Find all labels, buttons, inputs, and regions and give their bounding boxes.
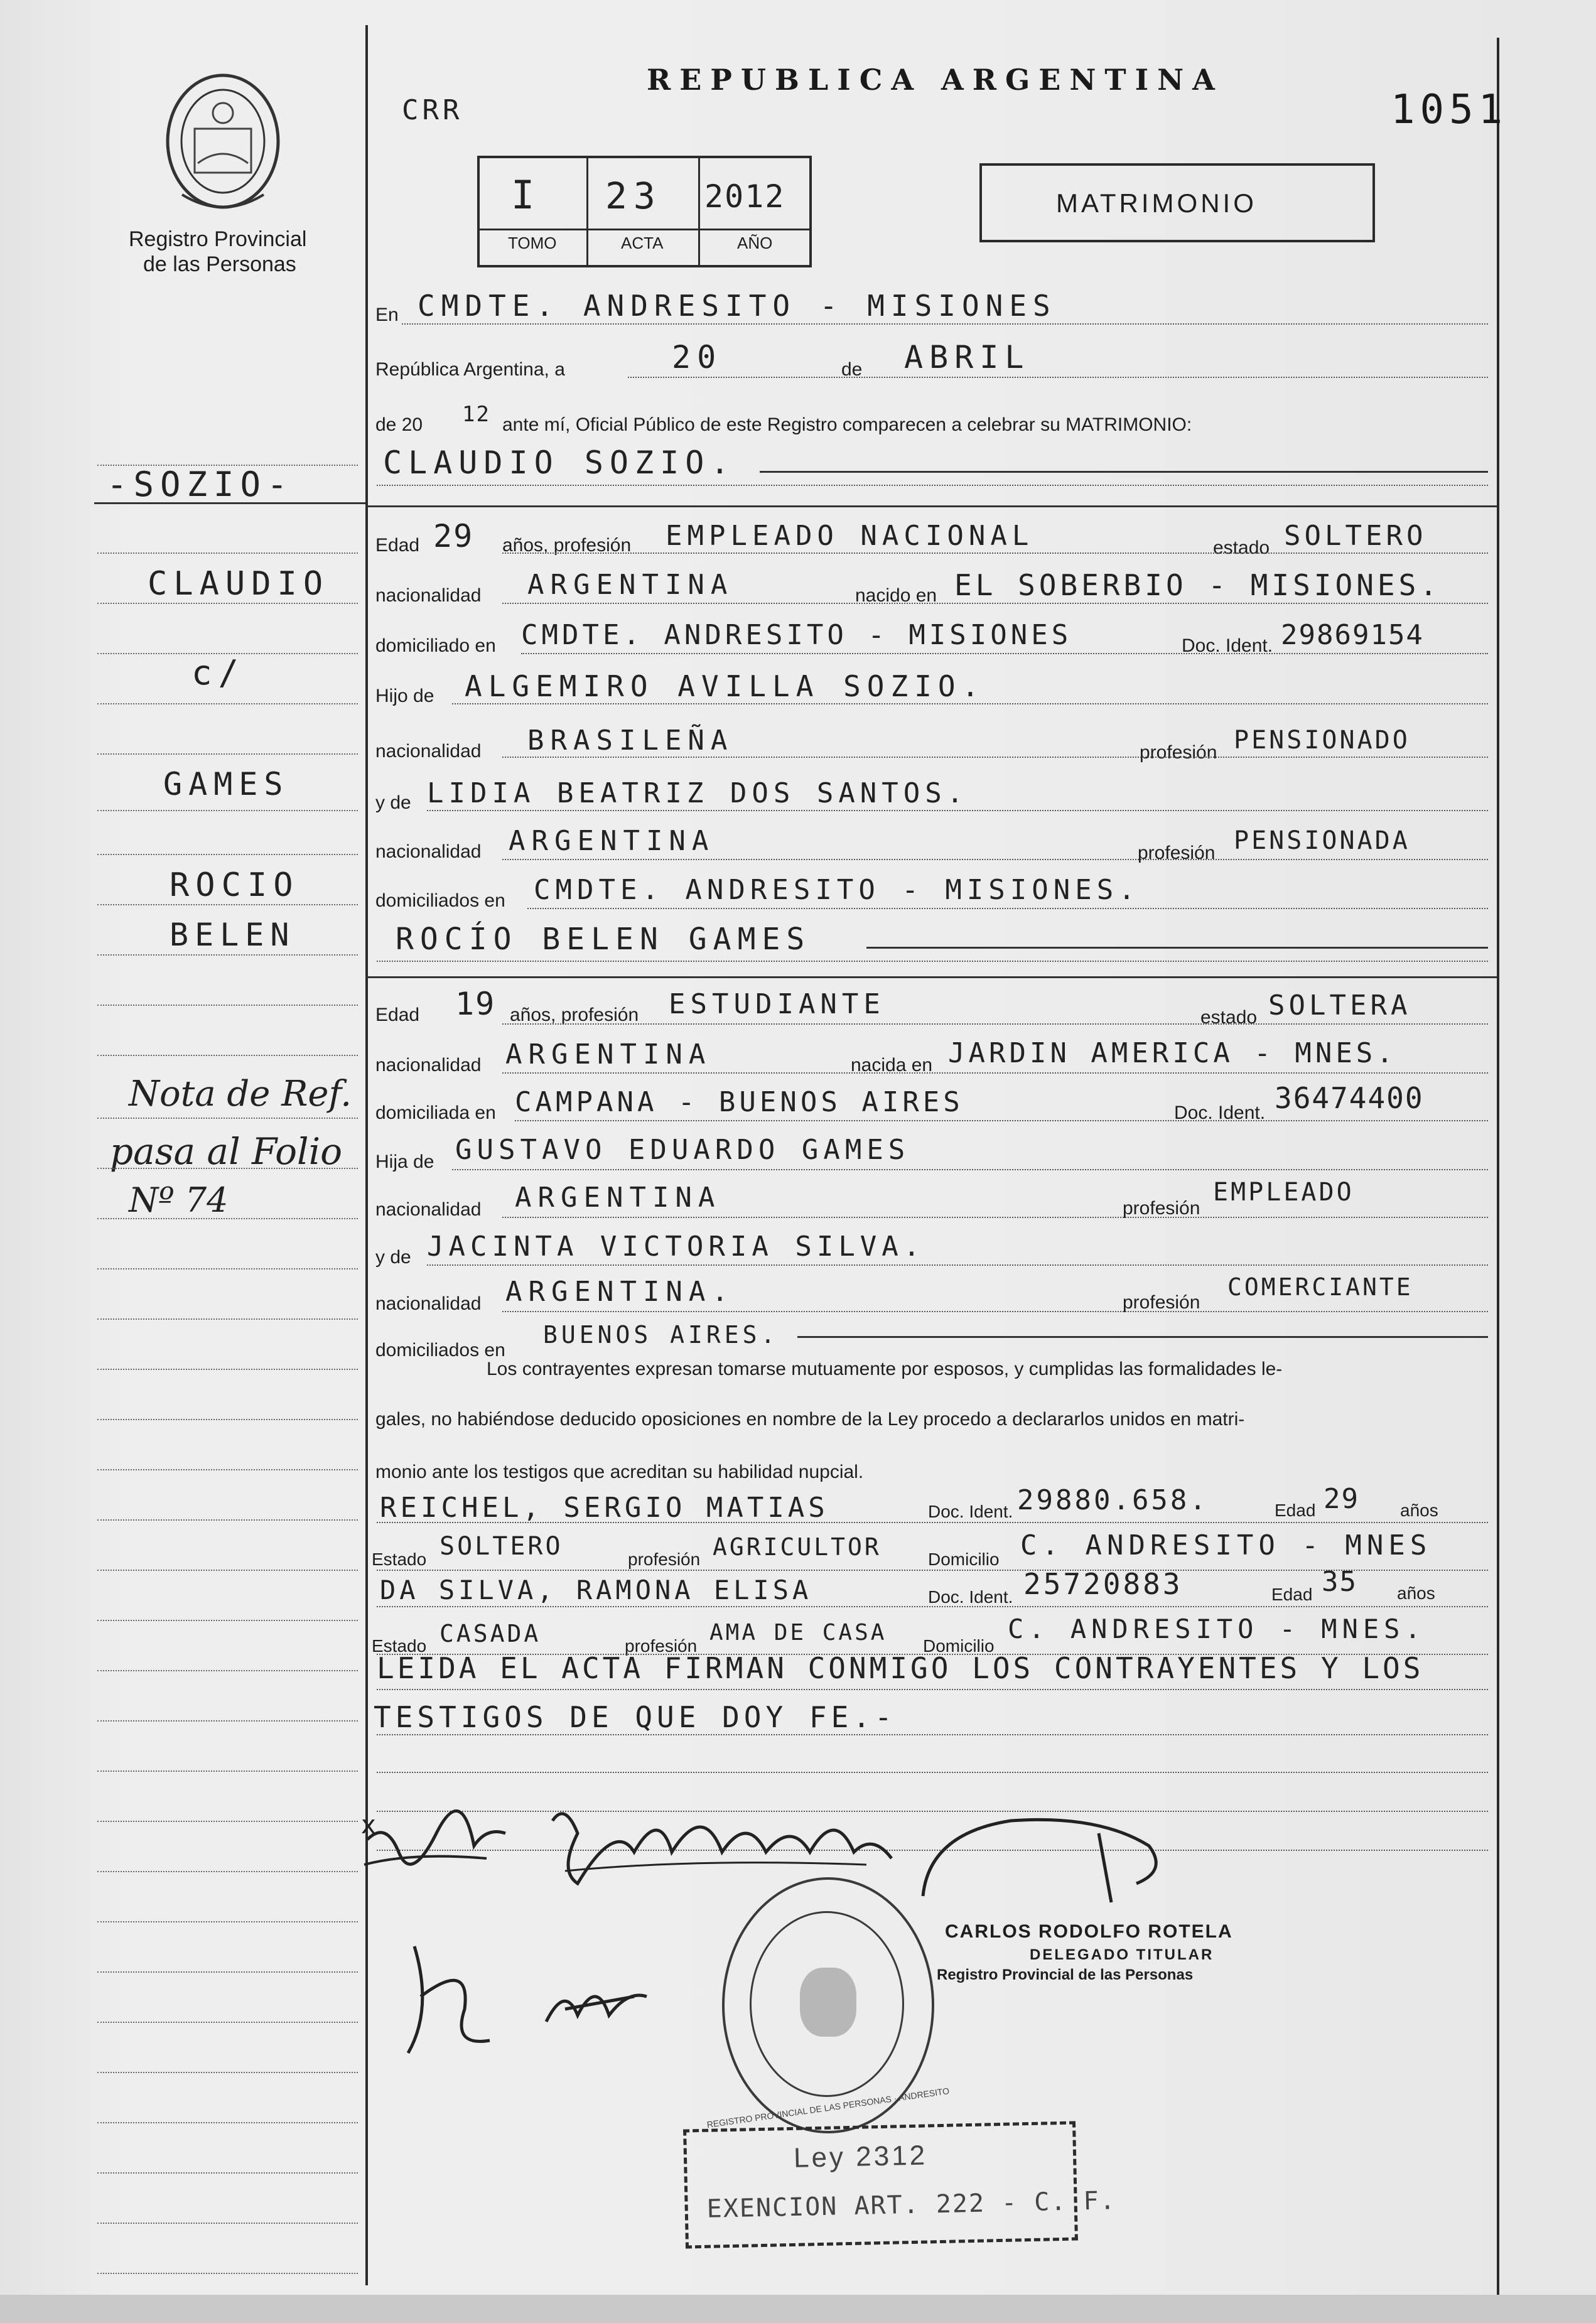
- bride-mother-nac-label: nacionalidad: [375, 1293, 482, 1314]
- tomo-label: TOMO: [508, 234, 557, 252]
- bride-nacida: JARDIN AMERICA - MNES.: [948, 1037, 1397, 1069]
- date-prefix-label: República Argentina, a: [375, 359, 565, 380]
- margin-surname: -SOZIO-: [107, 465, 294, 504]
- margin-partner-name1: ROCIO: [170, 866, 299, 904]
- date-month: ABRIL: [904, 339, 1030, 375]
- groom-parents-dom: CMDTE. ANDRESITO - MISIONES.: [534, 874, 1140, 906]
- bride-doc: 36474400: [1275, 1081, 1424, 1115]
- witness2-edad: 35: [1322, 1566, 1357, 1598]
- bride-mother-label: y de: [375, 1247, 411, 1268]
- bride-father-nac: ARGENTINA: [515, 1182, 721, 1214]
- bride-estado: SOLTERA: [1268, 989, 1411, 1021]
- round-registry-stamp: [706, 1877, 950, 2133]
- bride-profesion: ESTUDIANTE: [669, 988, 885, 1020]
- declaration-line1: Los contrayentes expresan tomarse mutuamente por esposos, y cumplidas las formalidades le-: [487, 1359, 1283, 1379]
- witness2-doc: 25720883: [1023, 1567, 1183, 1601]
- groom-nacido: EL SOBERBIO - MISIONES.: [954, 568, 1441, 602]
- groom-nacido-label: nacido en: [855, 585, 937, 606]
- witness2-domicilio: C. ANDRESITO - MNES.: [1008, 1614, 1426, 1644]
- witness2-anos-label: años: [1397, 1583, 1435, 1603]
- bride-father-nac-label: nacionalidad: [375, 1199, 482, 1220]
- record-type-box: [979, 163, 1375, 242]
- groom-edad-label: Edad: [375, 535, 420, 556]
- declaration-line2: gales, no habiéndose deducido oposiciones en nombre de la Ley procedo a declararlos unidos en matri-: [375, 1409, 1245, 1430]
- bride-parents-dom-label: domiciliados en: [375, 1340, 505, 1361]
- groom-edad: 29: [433, 518, 474, 554]
- groom-mother-prof: PENSIONADA: [1234, 826, 1410, 855]
- left-column-rule: [365, 25, 368, 2285]
- witness1-anos-label: años: [1400, 1501, 1438, 1520]
- svg-text:x: x: [361, 1811, 376, 1840]
- witness2-estado-label: Estado: [372, 1636, 427, 1656]
- round-stamp-text: REGISTRO PROVINCIAL DE LAS PERSONAS · ANDRESITO: [706, 2085, 950, 2130]
- bride-domicilio: CAMPANA - BUENOS AIRES: [515, 1086, 964, 1118]
- signature-official: [910, 1808, 1174, 1909]
- signature-groom: [361, 1796, 512, 1884]
- witness1-estado-label: Estado: [372, 1550, 427, 1569]
- signature-witness1: [396, 1934, 521, 2059]
- acta-value: 23: [605, 175, 662, 217]
- exemption-stamp: [683, 2121, 1117, 2248]
- signature-witness2: [540, 1971, 653, 2034]
- official-title: DELEGADO TITULAR: [1030, 1946, 1214, 1963]
- anio-value: 2012: [704, 178, 785, 215]
- bride-nacionalidad-label: nacionalidad: [375, 1055, 482, 1075]
- acta-label: ACTA: [621, 234, 664, 252]
- margin-note-line1: Nota de Ref.: [129, 1074, 352, 1114]
- bride-doc-label: Doc. Ident.: [1174, 1102, 1266, 1123]
- witness1-edad-label: Edad: [1275, 1501, 1316, 1520]
- bride-mother: JACINTA VICTORIA SILVA.: [427, 1231, 925, 1263]
- bride-domicilio-label: domiciliada en: [375, 1102, 496, 1123]
- bride-father: GUSTAVO EDUARDO GAMES: [455, 1134, 910, 1166]
- groom-mother-label: y de: [375, 792, 411, 813]
- bride-edad: 19: [455, 986, 496, 1022]
- right-edge-rule: [1497, 38, 1499, 2298]
- groom-nacionalidad: ARGENTINA: [527, 569, 734, 601]
- closing-line2: TESTIGOS DE QUE DOY FE.-: [374, 1700, 897, 1734]
- groom-father-label: Hijo de: [375, 686, 434, 706]
- initials: CRR: [402, 94, 463, 126]
- bride-estado-label: estado: [1200, 1007, 1258, 1028]
- place-label: En: [375, 305, 399, 325]
- groom-domicilio-label: domiciliado en: [375, 635, 496, 656]
- witness2-profesion-label: profesión: [625, 1636, 698, 1656]
- witness2-profesion: AMA DE CASA: [709, 1620, 887, 1646]
- record-type: MATRIMONIO: [1056, 188, 1257, 218]
- groom-nacionalidad-label: nacionalidad: [375, 585, 482, 606]
- bride-father-prof-label: profesión: [1123, 1198, 1200, 1219]
- witness1-profesion: AGRICULTOR: [713, 1533, 882, 1561]
- official-name: CARLOS RODOLFO ROTELA: [945, 1921, 1233, 1942]
- margin-first-name: CLAUDIO: [148, 565, 330, 603]
- groom-name: CLAUDIO SOZIO.: [383, 445, 736, 481]
- bride-father-label: Hija de: [375, 1151, 434, 1172]
- margin-note-line3: Nº 74: [129, 1180, 229, 1220]
- bride-mother-prof-label: profesión: [1123, 1292, 1200, 1313]
- groom-estado: SOLTERO: [1284, 520, 1427, 552]
- bride-parents-dom: BUENOS AIRES.: [543, 1321, 779, 1349]
- groom-mother-nac: ARGENTINA: [509, 825, 715, 857]
- groom-estado-label: estado: [1213, 537, 1270, 558]
- registry-name-line2: de las Personas: [143, 252, 296, 276]
- groom-anos-profesion-label: años, profesión: [502, 535, 632, 556]
- groom-domicilio: CMDTE. ANDRESITO - MISIONES: [521, 619, 1072, 651]
- witness1-domicilio: C. ANDRESITO - MNES: [1020, 1529, 1432, 1561]
- witness1-profesion-label: profesión: [628, 1550, 701, 1569]
- groom-father: ALGEMIRO AVILLA SOZIO.: [465, 669, 986, 703]
- margin-partner-surname: GAMES: [163, 766, 289, 802]
- margin-note-line2: pasa al Folio: [110, 1130, 343, 1173]
- tomo-value: I: [511, 172, 541, 218]
- folio-number: 1051: [1391, 87, 1508, 133]
- groom-doc-label: Doc. Ident.: [1182, 635, 1273, 656]
- margin-con: c/: [191, 653, 245, 693]
- witness1-estado: SOLTERO: [439, 1532, 563, 1561]
- scan-bottom-edge: [0, 2295, 1596, 2323]
- witness2-domicilio-label: Domicilio: [923, 1636, 995, 1656]
- groom-mother-prof-label: profesión: [1138, 843, 1216, 863]
- groom-mother-nac-label: nacionalidad: [375, 841, 482, 862]
- witness1-doc-label: Doc. Ident.: [928, 1502, 1013, 1521]
- bride-nacionalidad: ARGENTINA: [505, 1038, 712, 1070]
- groom-parents-dom-label: domiciliados en: [375, 890, 505, 911]
- place-value: CMDTE. ANDRESITO - MISIONES: [418, 289, 1057, 323]
- witness2-doc-label: Doc. Ident.: [928, 1587, 1013, 1607]
- country-title: REPUBLICA ARGENTINA: [647, 63, 1224, 97]
- bride-father-prof: EMPLEADO: [1213, 1178, 1354, 1207]
- official-office: Registro Provincial de las Personas: [937, 1966, 1194, 1983]
- date-day: 20: [672, 339, 723, 375]
- groom-father-prof: PENSIONADO: [1234, 726, 1410, 755]
- margin-partner-name2: BELEN: [170, 917, 296, 953]
- witness1-domicilio-label: Domicilio: [928, 1550, 1000, 1569]
- witness1-name: REICHEL, SERGIO MATIAS: [380, 1492, 829, 1524]
- witness2-name: DA SILVA, RAMONA ELISA: [380, 1575, 812, 1605]
- tomo-acta-anio-box: [477, 156, 812, 267]
- bride-name: ROCÍO BELEN GAMES: [396, 922, 811, 957]
- date-de-label: de: [841, 359, 863, 380]
- groom-mother: LIDIA BEATRIZ DOS SANTOS.: [427, 777, 969, 809]
- closing-line1: LEIDA EL ACTA FIRMAN CONMIGO LOS CONTRAYENTES Y LOS: [377, 1651, 1424, 1685]
- declaration-line3: monio ante los testigos que acreditan su habilidad nupcial.: [375, 1462, 864, 1482]
- witness2-edad-label: Edad: [1271, 1585, 1313, 1604]
- groom-father-prof-label: profesión: [1140, 742, 1217, 763]
- registry-name-line1: Registro Provincial: [129, 227, 307, 251]
- year-suffix: 12: [462, 402, 490, 427]
- bride-mother-nac: ARGENTINA.: [505, 1276, 735, 1308]
- bride-nacida-label: nacida en: [851, 1055, 933, 1075]
- groom-father-nac-label: nacionalidad: [375, 741, 482, 762]
- bride-mother-prof: COMERCIANTE: [1227, 1273, 1413, 1301]
- bride-anos-profesion-label: años, profesión: [510, 1005, 639, 1025]
- province-seal: [157, 69, 289, 213]
- exemption-line2: EXENCION ART. 222 - C. F.: [706, 2186, 1117, 2224]
- year-line-text: ante mí, Oficial Público de este Registro comparecen a celebrar su MATRIMONIO:: [502, 414, 1192, 435]
- anio-label: AÑO: [737, 234, 773, 252]
- year-prefix-label: de 20: [375, 414, 423, 435]
- bride-edad-label: Edad: [375, 1005, 420, 1025]
- witness2-estado: CASADA: [439, 1620, 541, 1647]
- groom-father-nac: BRASILEÑA: [527, 725, 734, 757]
- groom-profesion: EMPLEADO NACIONAL: [666, 520, 1034, 552]
- witness1-doc: 29880.658.: [1017, 1484, 1209, 1516]
- exemption-line1: Ley 2312: [793, 2140, 928, 2174]
- groom-doc: 29869154: [1281, 619, 1424, 651]
- witness1-edad: 29: [1324, 1483, 1359, 1515]
